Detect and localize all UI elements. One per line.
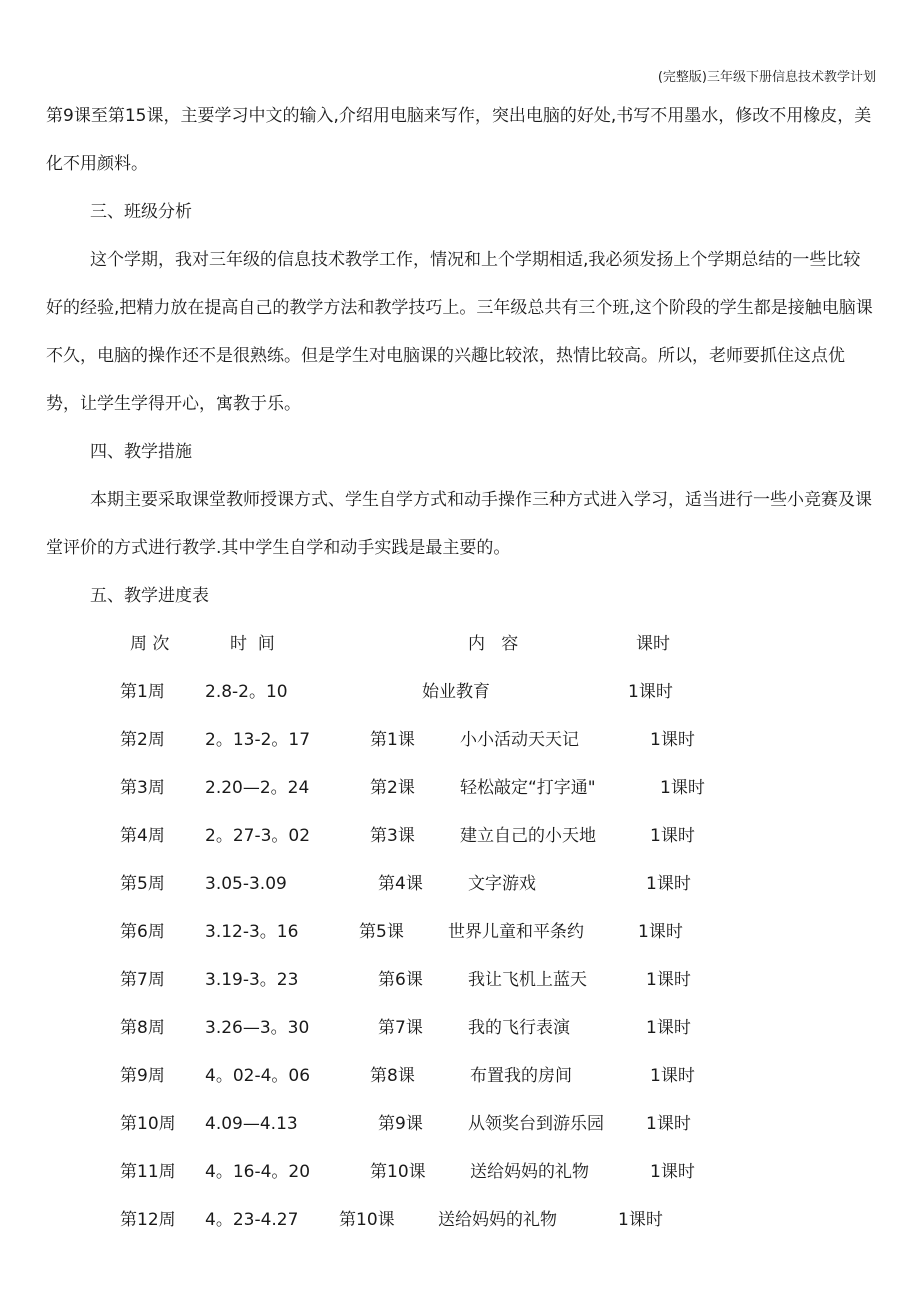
row-hours: 1课时 [638,922,683,942]
schedule-table [46,668,876,1244]
row-title: 建立自己的小天地 [460,826,596,846]
row-week: 第3周 [120,778,165,798]
row-week: 第8周 [120,1018,165,1038]
row-title: 从领奖台到游乐园 [468,1114,604,1134]
row-hours: 1课时 [618,1210,663,1230]
class-analysis-paragraph: 这个学期，我对三年级的信息技术教学工作，情况和上个学期相适,我必须发扬上个学期总结的一些比较好的经验,把精力放在提高自己的教学方法和教学技巧上。三年级总共有三个班,这个阶段的学生都是接触电脑课不久，电脑的操作还不是很熟练。但是学生对电脑课的兴趣比较浓，热情比较高。所以，老师要抓住这点优势，让学生学得开心，寓教于乐。 [46,250,873,414]
row-date: 3.05-3.09 [205,874,287,894]
section-heading-teaching-measures: 四、教学措施 [90,442,192,462]
table-row [46,764,876,812]
teaching-measures-paragraph: 本期主要采取课堂教师授课方式、学生自学方式和动手操作三种方式进入学习，适当进行一些小竞赛及课堂评价的方式进行教学.其中学生自学和动手实践是最主要的。 [46,490,872,558]
row-week: 第5周 [120,874,165,894]
row-hours: 1课时 [650,730,695,750]
row-week: 第6周 [120,922,165,942]
row-title: 送给妈妈的礼物 [438,1210,557,1230]
row-date: 3.19-3。23 [205,970,299,990]
row-lesson: 第1课 [370,730,415,750]
table-row [46,1196,876,1244]
row-lesson: 第10课 [370,1162,426,1182]
row-hours: 1课时 [646,970,691,990]
row-date: 4。16-4。20 [205,1162,311,1182]
row-hours: 1课时 [646,1114,691,1134]
row-lesson: 第4课 [378,874,423,894]
row-date: 4.09—4.13 [205,1114,298,1134]
table-row [46,668,876,716]
row-week: 第4周 [120,826,165,846]
row-date: 2.20—2。24 [205,778,310,798]
row-lesson: 第9课 [378,1114,423,1134]
row-week: 第10周 [120,1114,176,1134]
row-week: 第7周 [120,970,165,990]
table-row [46,1100,876,1148]
row-date: 3.12-3。16 [205,922,299,942]
row-date: 2。27-3。02 [205,826,311,846]
row-lesson: 第3课 [370,826,415,846]
row-title: 我让飞机上蓝天 [468,970,587,990]
table-row [46,956,876,1004]
row-week: 第1周 [120,682,165,702]
table-row [46,812,876,860]
schedule-header-row [46,620,876,668]
row-week: 第11周 [120,1162,176,1182]
row-hours: 1课时 [650,1162,695,1182]
row-week: 第12周 [120,1210,176,1230]
section-heading-class-analysis: 三、班级分析 [90,202,192,222]
row-lesson: 第5课 [359,922,404,942]
row-lesson: 第7课 [378,1018,423,1038]
intro-paragraph: 第9课至第15课，主要学习中文的输入,介绍用电脑来写作，突出电脑的好处,书写不用墨水，修改不用橡皮，美化不用颜料。 [46,106,872,174]
table-row [46,1004,876,1052]
table-row [46,908,876,956]
section-heading-schedule: 五、教学进度表 [90,586,209,606]
row-date: 4。23-4.27 [205,1210,299,1230]
row-hours: 1课时 [650,826,695,846]
row-title: 小小活动天天记 [460,730,579,750]
table-row [46,1148,876,1196]
row-hours: 1课时 [646,1018,691,1038]
row-lesson: 第2课 [370,778,415,798]
row-hours: 1课时 [628,682,673,702]
row-title: 我的飞行表演 [468,1018,570,1038]
row-title: 世界儿童和平条约 [448,922,584,942]
row-title: 轻松敲定“打字通" [460,778,596,798]
document-header: (完整版)三年级下册信息技术教学计划 [657,70,876,85]
row-lesson: 第10课 [339,1210,395,1230]
row-title: 送给妈妈的礼物 [470,1162,589,1182]
row-title: 布置我的房间 [470,1066,572,1086]
row-date: 2.8-2。10 [205,682,288,702]
row-hours: 1课时 [660,778,705,798]
row-date: 4。02-4。06 [205,1066,311,1086]
row-week: 第9周 [120,1066,165,1086]
col-content-header: 内 容 [468,634,519,654]
row-lesson: 第8课 [370,1066,415,1086]
col-time-header: 时 间 [230,634,275,654]
row-week: 第2周 [120,730,165,750]
document-body [46,92,876,1244]
row-title: 文字游戏 [468,874,536,894]
col-hours-header: 课时 [636,634,670,654]
table-row [46,860,876,908]
table-row [46,716,876,764]
row-date: 3.26—3。30 [205,1018,310,1038]
row-hours: 1课时 [646,874,691,894]
row-hours: 1课时 [650,1066,695,1086]
row-date: 2。13-2。17 [205,730,311,750]
table-row [46,1052,876,1100]
row-lesson: 第6课 [378,970,423,990]
col-week-header: 周 次 [130,634,170,654]
row-title: 始业教育 [422,682,490,702]
